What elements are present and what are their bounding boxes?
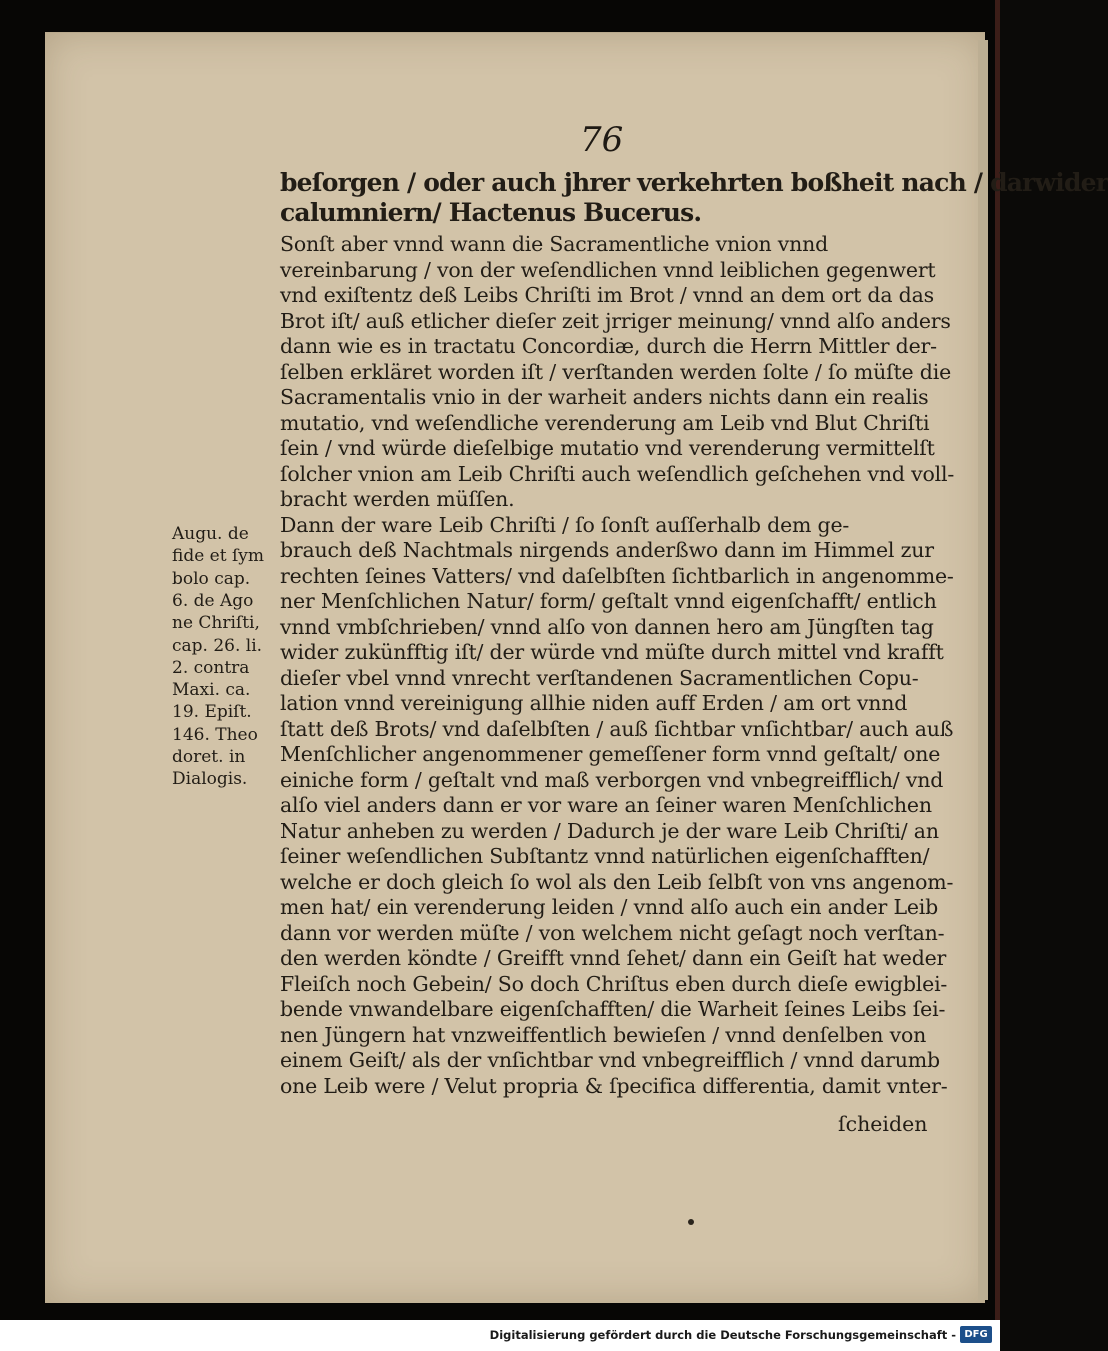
text-line: ſein / vnd würde dieſelbige mutatio vnd verenderung vermittelſt: [280, 436, 935, 460]
margin-note-line: Dialogis.: [172, 769, 248, 790]
text-line: wider zukünfftig iſt/ der würde vnd müſte durch mittel vnd krafft: [280, 640, 944, 664]
dfg-logo: DFG: [960, 1326, 992, 1343]
text-line: ner Menſchlichen Natur/ form/ geſtalt vnnd eigenſchafft/ entlich: [280, 589, 937, 613]
margin-note-line: 2. contra: [172, 657, 250, 678]
margin-note-line: ne Chriſti,: [172, 613, 260, 634]
margin-note-line: cap. 26. li.: [172, 635, 263, 656]
text-line: calumniern/ Hactenus Bucerus.: [280, 198, 702, 227]
footer-bar: [0, 1320, 1000, 1351]
margin-note-line: Maxi. ca.: [172, 680, 251, 701]
text-line: vereinbarung / von der weſendlichen vnnd leiblichen gegenwert: [280, 257, 936, 282]
margin-note-line: fide et ſym: [172, 546, 264, 567]
text-line: lation vnnd vereinigung allhie niden auff Erden / am ort vnnd: [280, 691, 908, 715]
text-line: one Leib were / Velut propria & ſpecifica differentia, damit vnter-: [280, 1073, 948, 1098]
text-line: Fleiſch noch Gebein/ So doch Chriſtus eben durch dieſe ewigblei-: [280, 971, 948, 996]
text-line: dieſer vbel vnnd vnrecht verſtandenen Sacramentlichen Copu-: [280, 665, 919, 690]
text-line: bende vnwandelbare eigenſchafften/ die Warheit ſeines Leibs ſei-: [280, 997, 946, 1021]
margin-note-line: Augu. de: [172, 524, 249, 544]
text-line: ſolcher vnion am Leib Chriſti auch weſendlich geſchehen vnd voll-: [280, 461, 955, 486]
text-line: Dann der ware Leib Chriſti / ſo ſonſt auſſerhalb dem ge-: [280, 512, 850, 537]
text-line: mutatio, vnd weſendliche verenderung am Leib vnd Blut Chriſti: [280, 410, 930, 435]
text-line: Sacramentalis vnio in der warheit anders nichts dann ein realis: [280, 385, 929, 409]
text-line: rechten ſeines Vatters/ vnd daſelbſten ſichtbarlich in angenomme-: [280, 563, 954, 588]
ink-dot: [688, 1219, 694, 1225]
text-line: alſo viel anders dann er vor ware an ſeiner waren Menſchlichen: [280, 793, 932, 817]
text-line: Natur anheben zu werden / Dadurch je der ware Leib Chriſti/ an: [280, 818, 939, 843]
text-line: beſorgen / oder auch jhrer verkehrten boßheit nach / darwider: [280, 168, 1108, 197]
text-line: brauch deß Nachtmals nirgends anderßwo dann im Himmel zur: [280, 538, 934, 562]
text-line: ſtatt deß Brots/ vnd daſelbſten / auß ſichtbar vnſichtbar/ auch auß: [280, 716, 954, 741]
text-line: ſelben erkläret worden iſt / verſtanden werden ſolte / ſo müſte die: [280, 359, 952, 384]
text-line: bracht werden müſſen.: [280, 487, 515, 511]
margin-note-line: doret. in: [172, 747, 246, 767]
text-line: men hat/ ein verenderung leiden / vnnd alſo auch ein ander Leib: [280, 895, 939, 919]
text-line: vnnd vmbſchrieben/ vnnd alſo von dannen hero am Jüngſten tag: [280, 614, 934, 639]
text-line: einem Geiſt/ als der vnſichtbar vnd vnbegreifflich / vnnd darumb: [280, 1048, 940, 1072]
text-line: welche er doch gleich ſo wol als den Leib ſelbſt von vns angenom-: [280, 869, 954, 894]
margin-note-line: bolo cap.: [172, 568, 251, 589]
margin-note-line: 146. Theo: [172, 724, 258, 745]
catchword: ſcheiden: [838, 1112, 928, 1136]
text-line: Sonſt aber vnnd wann die Sacramentliche vnion vnnd: [280, 232, 829, 256]
text-line: ſeiner weſendlichen Subſtantz vnnd natürlichen eigenſchafften/: [280, 844, 930, 868]
text-line: einiche form / geſtalt vnd maß verborgen vnd vnbegreifflich/ vnd: [280, 767, 944, 792]
page-number: 76: [580, 120, 624, 160]
margin-note-line: 19. Epiſt.: [172, 702, 252, 723]
text-line: dann vor werden müſte / von welchem nicht geſagt noch verſtan-: [280, 920, 945, 945]
text-line: den werden köndte / Greifft vnnd ſehet/ dann ein Geiſt hat weder: [280, 946, 947, 970]
text-line: Menſchlicher angenommener gemeſſener form vnnd geſtalt/ one: [280, 742, 941, 766]
footer-credit: Digitalisierung gefördert durch die Deutsche Forschungsgemeinschaft -: [489, 1328, 956, 1342]
text-line: Brot iſt/ auß etlicher dieſer zeit jrriger meinung/ vnnd alſo anders: [280, 308, 951, 333]
margin-note-line: 6. de Ago: [172, 590, 254, 611]
text-line: nen Jüngern hat vnzweiffentlich bewieſen / vnnd denſelben von: [280, 1022, 927, 1047]
text-line: dann wie es in tractatu Concordiæ, durch die Herrn Mittler der-: [280, 334, 937, 358]
text-line: vnd exiſtentz deß Leibs Chriſti im Brot / vnnd an dem ort da das: [280, 283, 934, 307]
